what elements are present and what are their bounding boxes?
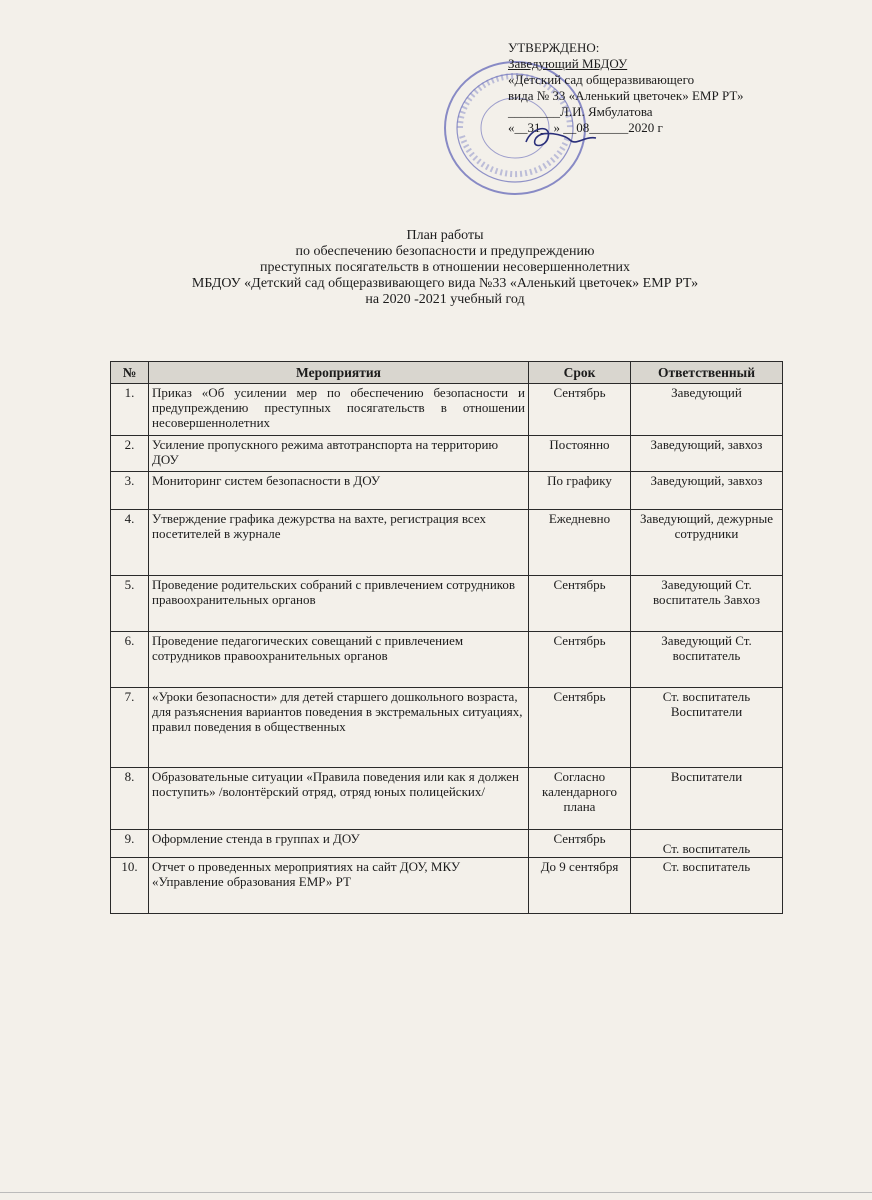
row-event: Проведение педагогических совещаний с привлечением сотрудников правоохранительных органов <box>149 632 529 688</box>
title-line-1: План работы <box>406 228 484 243</box>
row-num: 8. <box>111 768 149 830</box>
row-num: 3. <box>111 472 149 510</box>
table-row <box>111 576 783 632</box>
plan-table <box>110 361 783 914</box>
row-event: Отчет о проведенных мероприятиях на сайт ДОУ, МКУ «Управление образования ЕМР» РТ <box>149 858 529 914</box>
row-term: По графику <box>529 472 631 510</box>
row-responsible: Заведующий Ст. воспитатель Завхоз <box>631 576 783 632</box>
row-event: «Уроки безопасности» для детей старшего дошкольного возраста, для разъяснения вариантов поведения в экстремальных ситуациях, правил поведения в общественных <box>149 688 529 768</box>
row-event: Проведение родительских собраний с привлечением сотрудников правоохранительных органов <box>149 576 529 632</box>
approval-date: «__31__» __08______2020 г <box>508 120 663 135</box>
title-line-2: по обеспечению безопасности и предупреждению <box>295 244 595 259</box>
title-line-5: на 2020 -2021 учебный год <box>365 292 525 307</box>
approval-heading: УТВЕРЖДЕНО: <box>508 40 600 55</box>
row-term: Сентябрь <box>529 576 631 632</box>
table-row <box>111 858 783 914</box>
row-event: Усиление пропускного режима автотранспорта на территорию ДОУ <box>149 436 529 472</box>
row-term: Сентябрь <box>529 384 631 436</box>
row-responsible: Воспитатели <box>631 768 783 830</box>
table-row <box>111 384 783 436</box>
row-term: Сентябрь <box>529 688 631 768</box>
row-responsible: Ст. воспитатель <box>631 858 783 914</box>
row-responsible: Заведующий Ст. воспитатель <box>631 632 783 688</box>
document-title <box>100 228 790 308</box>
row-term: До 9 сентября <box>529 858 631 914</box>
header-term: Срок <box>529 362 631 384</box>
row-num: 6. <box>111 632 149 688</box>
row-term: Ежедневно <box>529 510 631 576</box>
row-event: Приказ «Об усилении мер по обеспечению безопасности и предупреждению преступных посягательств в отношении несовершеннолетних <box>149 384 529 436</box>
approval-org-line2: вида № 33 «Аленький цветочек» ЕМР РТ» <box>508 88 744 103</box>
table-row <box>111 436 783 472</box>
table-row <box>111 472 783 510</box>
row-responsible: Заведующий, завхоз <box>631 472 783 510</box>
table-row <box>111 688 783 768</box>
row-num: 1. <box>111 384 149 436</box>
header-num: № <box>111 362 149 384</box>
approval-org-line1: «Детский сад общеразвивающего <box>508 72 695 87</box>
row-event: Оформление стенда в группах и ДОУ <box>149 830 529 858</box>
row-term: Сентябрь <box>529 632 631 688</box>
scan-edge-divider <box>0 1192 872 1193</box>
row-responsible: Ст. воспитатель Воспитатели <box>631 688 783 768</box>
table-header-row <box>111 362 783 384</box>
row-num: 4. <box>111 510 149 576</box>
row-num: 5. <box>111 576 149 632</box>
title-line-3: преступных посягательств в отношении несовершеннолетних <box>260 260 630 275</box>
approval-signatory: ________Л.И. Ямбулатова <box>508 104 653 119</box>
table-row <box>111 510 783 576</box>
row-event: Образовательные ситуации «Правила поведения или как я должен поступить» /волонтёрский отряд, отряд юных полицейских/ <box>149 768 529 830</box>
row-num: 7. <box>111 688 149 768</box>
table-row <box>111 830 783 858</box>
row-responsible: Заведующий <box>631 384 783 436</box>
row-num: 9. <box>111 830 149 858</box>
row-responsible: Заведующий, дежурные сотрудники <box>631 510 783 576</box>
row-term: Сентябрь <box>529 830 631 858</box>
row-term: Согласно календарного плана <box>529 768 631 830</box>
approval-position: Заведующий МБДОУ <box>508 56 628 71</box>
header-event: Мероприятия <box>149 362 529 384</box>
row-term: Постоянно <box>529 436 631 472</box>
signature-icon <box>512 118 632 158</box>
title-line-4: МБДОУ «Детский сад общеразвивающего вида №33 «Аленький цветочек» ЕМР РТ» <box>191 276 699 291</box>
table-row <box>111 632 783 688</box>
row-event: Мониторинг систем безопасности в ДОУ <box>149 472 529 510</box>
row-num: 10. <box>111 858 149 914</box>
header-responsible: Ответственный <box>631 362 783 384</box>
table-row <box>111 768 783 830</box>
row-responsible: Ст. воспитатель <box>631 830 783 858</box>
row-num: 2. <box>111 436 149 472</box>
row-responsible: Заведующий, завхоз <box>631 436 783 472</box>
row-event: Утверждение графика дежурства на вахте, регистрация всех посетителей в журнале <box>149 510 529 576</box>
